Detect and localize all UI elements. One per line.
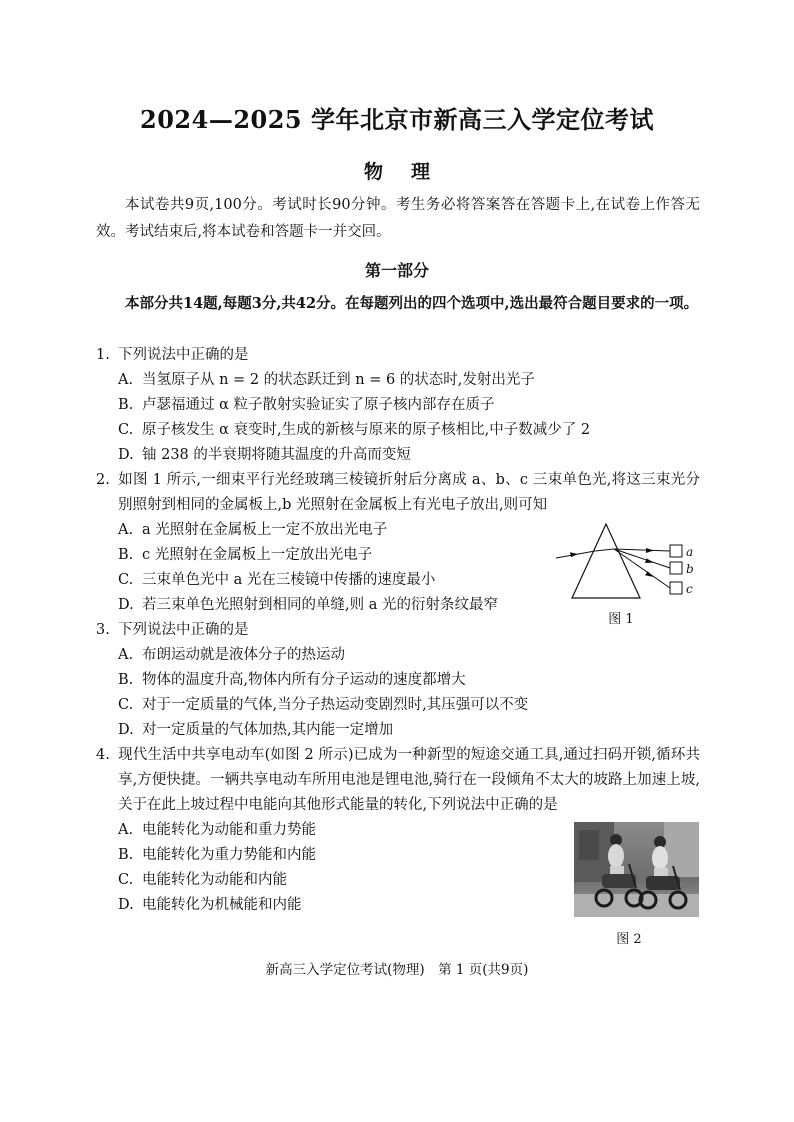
option-text: 对于一定质量的气体,当分子热运动变剧烈时,其压强可以不变 xyxy=(142,697,529,713)
option-key: B. xyxy=(118,547,134,563)
option-a xyxy=(96,818,578,843)
option-d xyxy=(96,893,578,918)
prism-triangle xyxy=(572,524,640,598)
option-key: D. xyxy=(118,897,134,913)
question-stem xyxy=(96,343,700,368)
option-text: 物体的温度升高,物体内所有分子运动的速度都增大 xyxy=(142,672,466,688)
question-1 xyxy=(96,343,700,468)
option-key: A. xyxy=(118,372,134,388)
question-text: 如图 1 所示,一细束平行光经玻璃三棱镜折射后分离成 a、b、c 三束单色光,将这三束光分别照射到相同的金属板上,b 光照射在金属板上有光电子放出,则可知 xyxy=(118,472,700,513)
option-text: 布朗运动就是液体分子的热运动 xyxy=(142,647,345,663)
option-key: A. xyxy=(118,522,134,538)
ray-c xyxy=(614,549,670,588)
option-c xyxy=(96,868,578,893)
option-text: 电能转化为重力势能和内能 xyxy=(142,847,316,863)
question-stem xyxy=(96,468,700,518)
ebike-photo xyxy=(574,822,699,917)
inner-ray xyxy=(595,549,614,551)
option-a xyxy=(96,643,586,668)
option-key: C. xyxy=(118,572,134,588)
metal-plate-b xyxy=(670,562,682,574)
label-c: c xyxy=(686,582,693,596)
option-text: 电能转化为动能和重力势能 xyxy=(142,822,316,838)
question-number: 2. xyxy=(96,472,110,488)
question-3 xyxy=(96,618,586,743)
question-text: 下列说法中正确的是 xyxy=(118,347,249,363)
option-text: 电能转化为动能和内能 xyxy=(142,872,287,888)
question-text: 现代生活中共享电动车(如图 2 所示)已成为一种新型的短途交通工具,通过扫码开锁,循环共享,方便快捷。一辆共享电动车所用电池是锂电池,骑行在一段倾角不太大的坡路上加速上坡,关于在此上坡过程中电能向其他形式能量的转化,下列说法中正确的是 xyxy=(118,747,700,813)
option-text: 若三束单色光照射到相同的单缝,则 a 光的衍射条纹最窄 xyxy=(142,597,498,613)
option-text: 原子核发生 α 衰变时,生成的新核与原来的原子核相比,中子数减少了 2 xyxy=(142,422,591,438)
option-key: D. xyxy=(118,722,134,738)
figure-1-caption: 图 1 xyxy=(608,612,634,627)
option-d xyxy=(96,718,586,743)
option-text: 铀 238 的半衰期将随其温度的升高而变短 xyxy=(142,447,411,463)
option-text: 电能转化为机械能和内能 xyxy=(142,897,302,913)
question-number: 3. xyxy=(96,622,110,638)
option-b xyxy=(96,393,700,418)
ray-b-arrow xyxy=(645,558,654,563)
option-key: D. xyxy=(118,597,134,613)
subject-title: 物理 xyxy=(363,161,458,183)
option-key: D. xyxy=(118,447,134,463)
option-a xyxy=(96,368,700,393)
option-key: A. xyxy=(118,822,134,838)
page-footer: 新高三入学定位考试(物理) 第 1 页(共9页) xyxy=(265,962,529,978)
label-b: b xyxy=(686,562,694,576)
option-c xyxy=(96,418,700,443)
figure-2-caption: 图 2 xyxy=(616,932,642,947)
option-b xyxy=(96,668,586,693)
metal-plate-a xyxy=(670,545,682,557)
option-b xyxy=(96,843,578,868)
option-text: a 光照射在金属板上一定不放出光电子 xyxy=(142,522,388,538)
prism-figure xyxy=(554,518,704,602)
option-key: C. xyxy=(118,422,134,438)
option-key: C. xyxy=(118,697,134,713)
option-key: C. xyxy=(118,872,134,888)
option-key: B. xyxy=(118,397,134,413)
ray-c-arrow xyxy=(645,571,654,577)
option-text: c 光照射在金属板上一定放出光电子 xyxy=(142,547,373,563)
question-stem xyxy=(96,618,586,643)
option-key: A. xyxy=(118,647,134,663)
question-text: 下列说法中正确的是 xyxy=(118,622,249,638)
exam-title: 2024—2025 学年北京市新高三入学定位考试 xyxy=(140,105,654,134)
question-number: 1. xyxy=(96,347,110,363)
option-text: 当氢原子从 n = 2 的状态跃迁到 n = 6 的状态时,发射出光子 xyxy=(142,372,535,388)
option-key: B. xyxy=(118,672,134,688)
question-number: 4. xyxy=(96,747,110,763)
metal-plate-c xyxy=(670,582,682,594)
question-stem xyxy=(96,743,700,818)
ray-a xyxy=(614,549,670,551)
option-text: 卢瑟福通过 α 粒子散射实验证实了原子核内部存在质子 xyxy=(142,397,495,413)
option-d xyxy=(96,443,700,468)
label-a: a xyxy=(686,545,694,559)
exam-intro: 本试卷共9页,100分。考试时长90分钟。考生务必将答案答在答题卡上,在试卷上作答无效。考试结束后,将本试卷和答题卡一并交回。 xyxy=(96,197,700,240)
part-heading: 第一部分 xyxy=(364,261,429,280)
part-instructions: 本部分共14题,每题3分,共42分。在每题列出的四个选项中,选出最符合题目要求的一项。 xyxy=(125,295,699,312)
ray-a-arrow xyxy=(646,548,654,553)
option-text: 三束单色光中 a 光在三棱镜中传播的速度最小 xyxy=(142,572,436,588)
option-text: 对一定质量的气体加热,其内能一定增加 xyxy=(142,722,394,738)
option-c xyxy=(96,693,586,718)
option-key: B. xyxy=(118,847,134,863)
